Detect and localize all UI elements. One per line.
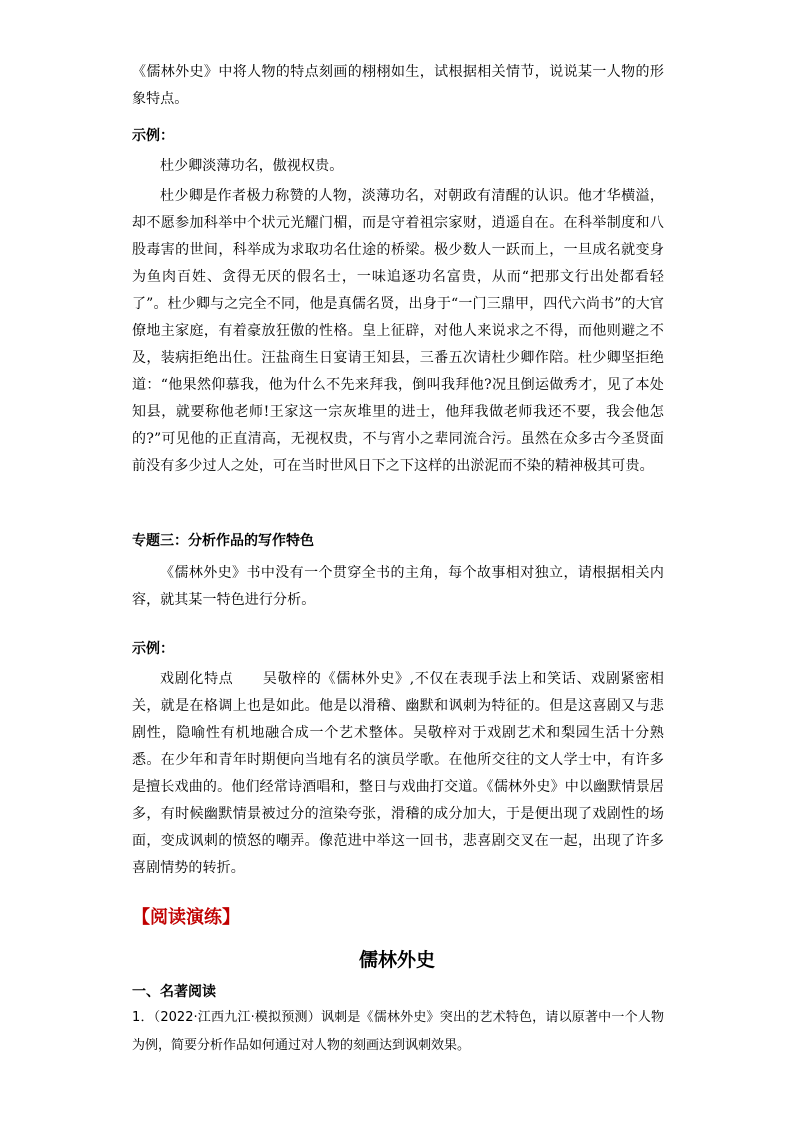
topic-prompt: 《儒林外史》书中没有一个贯穿全书的主角，每个故事相对独立，请根据相关内容，就其某一特色进行分析。 <box>132 565 664 608</box>
example-label: 示例： <box>132 128 174 144</box>
reading-practice-heading: 【阅读演练】 <box>132 907 240 928</box>
intro-prompt: 《儒林外史》中将人物的特点刻画的栩栩如生，试根据相关情节，说说某一人物的形象特点。 <box>132 64 664 107</box>
question-item: 1．（2022·江西九江·模拟预测）讽刺是《儒林外史》突出的艺术特色，请以原著中一个人物为例，简要分析作品如何通过对人物的刻画达到讽刺效果。 <box>132 1010 664 1053</box>
topic-heading: 专题三：分析作品的写作特色 <box>132 533 314 549</box>
section-heading: 一、名著阅读 <box>132 984 216 1000</box>
example-body-paragraph: 戏剧化特点 吴敬梓的《儒林外史》,不仅在表现手法上和笑话、戏剧紧密相关，就是在格调上也是如此。他是以滑稽、幽默和讽刺为特征的。但是这喜剧又与悲剧性，隐喻性有机地融合成一个艺术整体。吴敬梓对于戏剧艺术和梨园生活十分熟悉。在少年和青年时期便向当地有名的演员学歌。在他所交往的文人学士中，有许多是擅长戏曲的。他们经常诗酒唱和，整日与戏曲打交道。《儒林外史》中以幽默情景居多，有时候幽默情景被过分的渲染夸张，滑稽的成分加大，于是便出现了戏剧性的场面，变成讽刺的愤怒的嘲弄。像范进中举这一回书，悲喜剧交叉在一起，出现了许多喜剧情势的转折。 <box>132 671 664 876</box>
example-body-paragraph: 杜少卿是作者极力称赞的人物，淡薄功名，对朝政有清醒的认识。他才华横溢，却不愿参加科举中个状元光耀门楣，而是守着祖宗家财，逍遥自在。在科举制度和八股毒害的世间，科举成为求取功名仕途的桥梁。极少数人一跃而上，一旦成名就变身为鱼肉百姓、贪得无厌的假名士，一味追逐功名富贵，从而“把那文行出处都看轻了”。杜少卿与之完全不同，他是真儒名贤，出身于“一门三鼎甲，四代六尚书”的大官僚地主家庭，有着豪放狂傲的性格。皇上征辟，对他人来说求之不得，而他则避之不及，装病拒绝出仕。汪盐商生日宴请王知县，三番五次请杜少卿作陪。杜少卿坚拒绝道：“他果然仰慕我，他为什么不先来拜我，倒叫我拜他?况且倒运做秀才，见了本处知县，就要称他老师!王家这一宗灰堆里的进士，他拜我做老师我还不要，我会他怎的?”可见他的正直清高，无视权贵，不与宵小之辈同流合污。虽然在众多古今圣贤面前没有多少过人之处，可在当时世风日下之下这样的出淤泥而不染的精神极其可贵。 <box>132 188 664 474</box>
example-summary: 杜少卿淡薄功名，傲视权贵。 <box>160 158 344 174</box>
example-label: 示例： <box>132 641 174 657</box>
book-title: 儒林外史 <box>358 949 435 971</box>
